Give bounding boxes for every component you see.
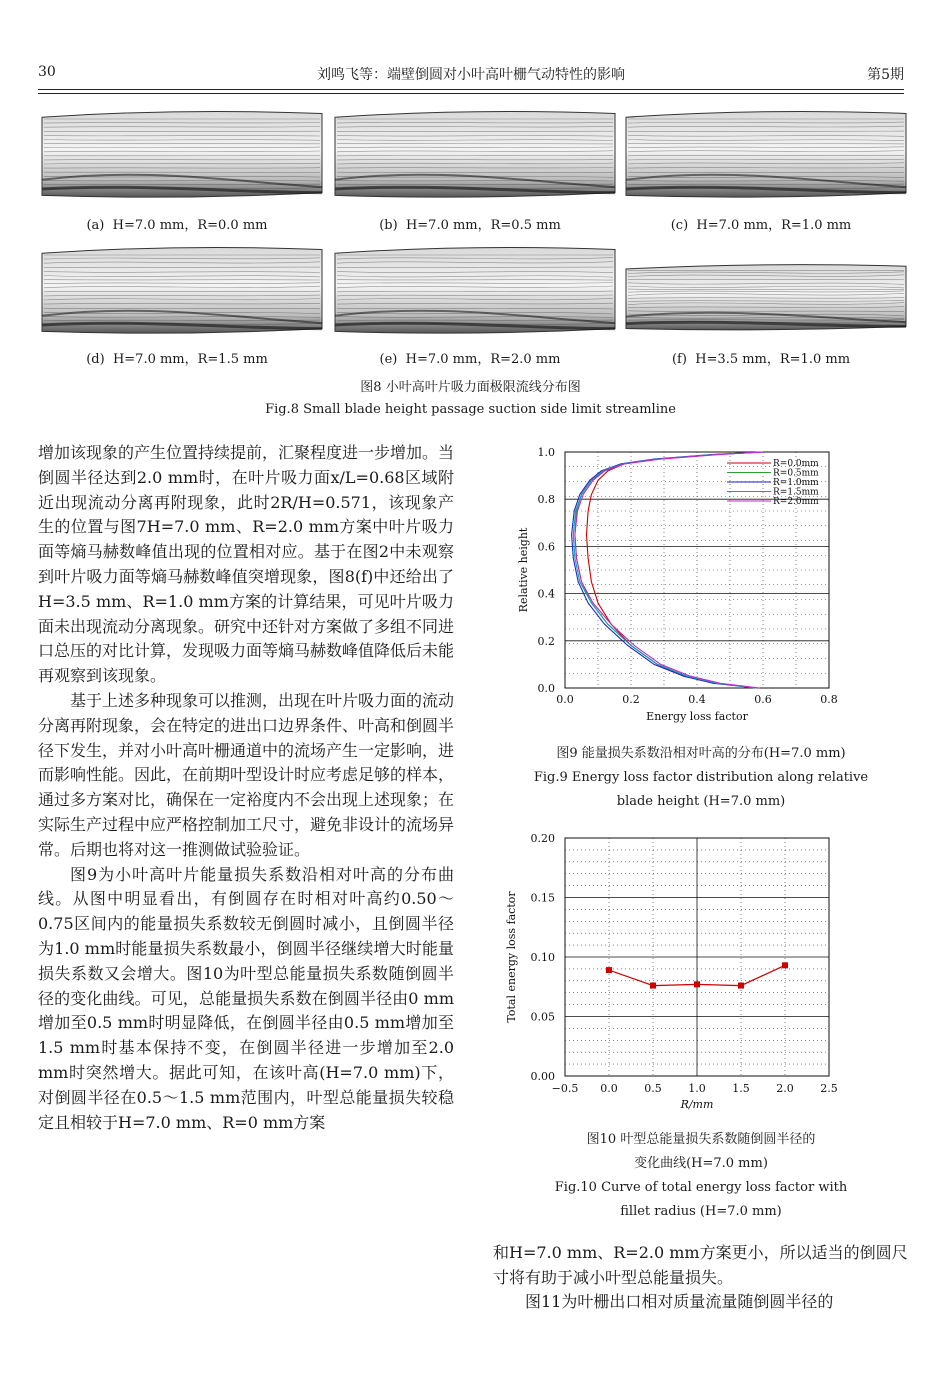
y-tick-label: 0.00 bbox=[530, 1070, 555, 1083]
fig8-panel-c bbox=[622, 108, 910, 200]
x-tick-label: 0.2 bbox=[622, 693, 640, 706]
legend-label: R=2.0mm bbox=[773, 497, 819, 507]
fig10-caption-cn-1: 图10 叶型总能量损失系数随倒圆半径的 bbox=[586, 1132, 816, 1147]
data-point bbox=[606, 967, 612, 973]
legend-label: R=1.5mm bbox=[773, 487, 819, 498]
page-header bbox=[38, 64, 904, 88]
x-tick-label: 0.0 bbox=[600, 1082, 618, 1095]
y-tick-label: 0.6 bbox=[537, 540, 555, 554]
header-rule-double bbox=[38, 93, 904, 94]
fig8-caption-en: Fig.8 Small blade height passage suction side limit streamline bbox=[265, 402, 676, 417]
y-tick-label: 0.4 bbox=[537, 587, 555, 601]
figure-10-chart bbox=[493, 826, 909, 1124]
legend-label: R=0.5mm bbox=[773, 468, 819, 479]
paragraph: 图9为小叶高叶片能量损失系数沿相对叶高的分布曲线。从图中明显看出，有倒圆存在时相对叶高约0.50～0.75区间内的能量损失系数较无倒圆时减小，且倒圆半径为1.0 mm时能量损失系数最小，倒圆半径继续增大时能量损失系数又会增大。图10为叶型总能量损失系数随倒圆半径的变化曲线。可见，总能量损失系数在倒圆半径由0 mm增加至0.5 mm时明显降低，在倒圆半径由0.5 mm增加至1.5 mm时基本保持不变，在倒圆半径进一步增加至2.0 mm时突然增大。据此可知，在该叶高(H=7.0 mm)下，对倒圆半径在0.5～1.5 mm范围内，叶型总能量损失较稳定且相较于H=7.0 mm、R=0 mm方案 bbox=[38, 864, 454, 1132]
y-tick-label: 0.10 bbox=[530, 951, 555, 964]
fig8-panel-a bbox=[38, 108, 326, 200]
y-tick-label: 0.05 bbox=[530, 1010, 555, 1024]
fig10-caption bbox=[493, 1128, 909, 1224]
figure-9-chart bbox=[493, 440, 909, 738]
x-axis-label: Energy loss factor bbox=[646, 710, 748, 723]
paragraph: 图11为叶栅出口相对质量流量随倒圆半径的 bbox=[525, 1292, 834, 1311]
paragraph: 基于上述多种现象可以推测，出现在叶片吸力面的流动分离再附现象，会在特定的进出口边界条件、叶高和倒圆半径下发生，并对小叶高叶栅通道中的流场产生一定影响，进而影响性能。因此，在前期叶型设计时应考虑足够的样本，通过多方案对比，确保在一定裕度内不会出现上述现象；在实际生产过程中应严格控制加工尺寸，避免非设计的流场异常。后期也将对这一推测做试验验证。 bbox=[38, 690, 455, 859]
y-tick-label: 0.0 bbox=[537, 682, 555, 695]
series-line bbox=[587, 452, 764, 688]
issue-number: 第5期 bbox=[867, 67, 904, 83]
x-tick-label: 0.8 bbox=[820, 693, 838, 706]
fig9-caption-en-2: blade height (H=7.0 mm) bbox=[616, 794, 786, 809]
fig8-panel-b bbox=[331, 108, 619, 200]
fig8-caption-d: (d) H=7.0 mm，R=1.5 mm bbox=[86, 352, 268, 367]
fig8-caption-a: (a) H=7.0 mm，R=0.0 mm bbox=[86, 218, 268, 233]
fig8-panel-f bbox=[622, 262, 910, 332]
x-tick-label: 2.0 bbox=[776, 1082, 794, 1095]
y-axis-label: Total energy loss factor bbox=[505, 891, 518, 1023]
data-point bbox=[650, 983, 656, 989]
data-point bbox=[738, 983, 744, 989]
y-tick-label: 1.0 bbox=[537, 446, 555, 459]
paragraph: 增加该现象的产生位置持续提前，汇聚程度进一步增加。当倒圆半径达到2.0 mm时，在叶片吸力面x/L=0.68区域附近出现流动分离再附现象，此时2R/H=0.571，该现象产生的位置与图7H=7.0 mm、R=2.0 mm方案中叶片吸力面等熵马赫数峰值出现的位置相对应。基于在图2中未观察到叶片吸力面等熵马赫数峰值突增现象，图8(f)中还给出了H=3.5 mm、R=1.0 mm方案的计算结果，可见叶片吸力面未出现流动分离现象。研究中还针对方案做了多组不同进口总压的对比计算，发现吸力面等熵马赫数峰值降低后未能再观察到该现象。 bbox=[38, 443, 455, 686]
y-tick-label: 0.20 bbox=[530, 832, 555, 845]
fig10-caption-en-1: Fig.10 Curve of total energy loss factor with bbox=[554, 1180, 848, 1195]
fig8-panel-e bbox=[331, 244, 619, 336]
fig9-caption-cn: 图9 能量损失系数沿相对叶高的分布(H=7.0 mm) bbox=[556, 746, 846, 761]
fig8-caption-f: (f) H=3.5 mm，R=1.0 mm bbox=[671, 352, 851, 367]
page-number: 30 bbox=[38, 64, 56, 80]
running-title: 刘鸣飞等：端壁倒圆对小叶高叶栅气动特性的影响 bbox=[317, 67, 625, 83]
fig8-panel-d bbox=[38, 244, 326, 336]
y-tick-label: 0.2 bbox=[537, 634, 555, 648]
fig9-caption bbox=[493, 742, 909, 814]
fig8-caption-b: (b) H=7.0 mm，R=0.5 mm bbox=[379, 218, 561, 233]
body-text-left bbox=[38, 441, 454, 1135]
series-line bbox=[575, 452, 763, 688]
x-tick-label: 0.0 bbox=[556, 693, 574, 706]
fig8-caption-c: (c) H=7.0 mm，R=1.0 mm bbox=[670, 218, 852, 233]
fig10-caption-en-2: fillet radius (H=7.0 mm) bbox=[620, 1204, 782, 1219]
x-tick-label: −0.5 bbox=[551, 1082, 579, 1095]
fig8-caption-cn: 图8 小叶高叶片吸力面极限流线分布图 bbox=[360, 380, 581, 395]
y-tick-label: 0.8 bbox=[537, 493, 555, 507]
legend-label: R=0.0mm bbox=[773, 459, 819, 469]
paragraph: 和H=7.0 mm、R=2.0 mm方案更小，所以适当的倒圆尺寸将有助于减小叶型总能量损失。 bbox=[493, 1243, 908, 1287]
y-axis-label: Relative height bbox=[517, 527, 530, 613]
data-point bbox=[782, 962, 788, 968]
fig10-caption-cn-2: 变化曲线(H=7.0 mm) bbox=[634, 1156, 768, 1171]
x-tick-label: 1.5 bbox=[732, 1082, 750, 1095]
header-rule bbox=[38, 89, 904, 90]
fig8-caption-e: (e) H=7.0 mm，R=2.0 mm bbox=[379, 352, 561, 367]
x-axis-label: R/mm bbox=[680, 1098, 714, 1111]
fig9-caption-en-1: Fig.9 Energy loss factor distribution along relative bbox=[533, 770, 869, 785]
x-tick-label: 0.5 bbox=[644, 1082, 662, 1095]
y-tick-label: 0.15 bbox=[530, 891, 555, 905]
series-line bbox=[572, 452, 763, 688]
x-tick-label: 0.4 bbox=[688, 693, 706, 706]
legend-label: R=1.0mm bbox=[773, 478, 819, 488]
body-text-right bbox=[493, 1241, 909, 1315]
series-line bbox=[575, 452, 763, 688]
x-tick-label: 0.6 bbox=[754, 693, 772, 706]
x-tick-label: 2.5 bbox=[820, 1082, 838, 1095]
x-tick-label: 1.0 bbox=[688, 1082, 706, 1095]
data-point bbox=[694, 981, 700, 987]
